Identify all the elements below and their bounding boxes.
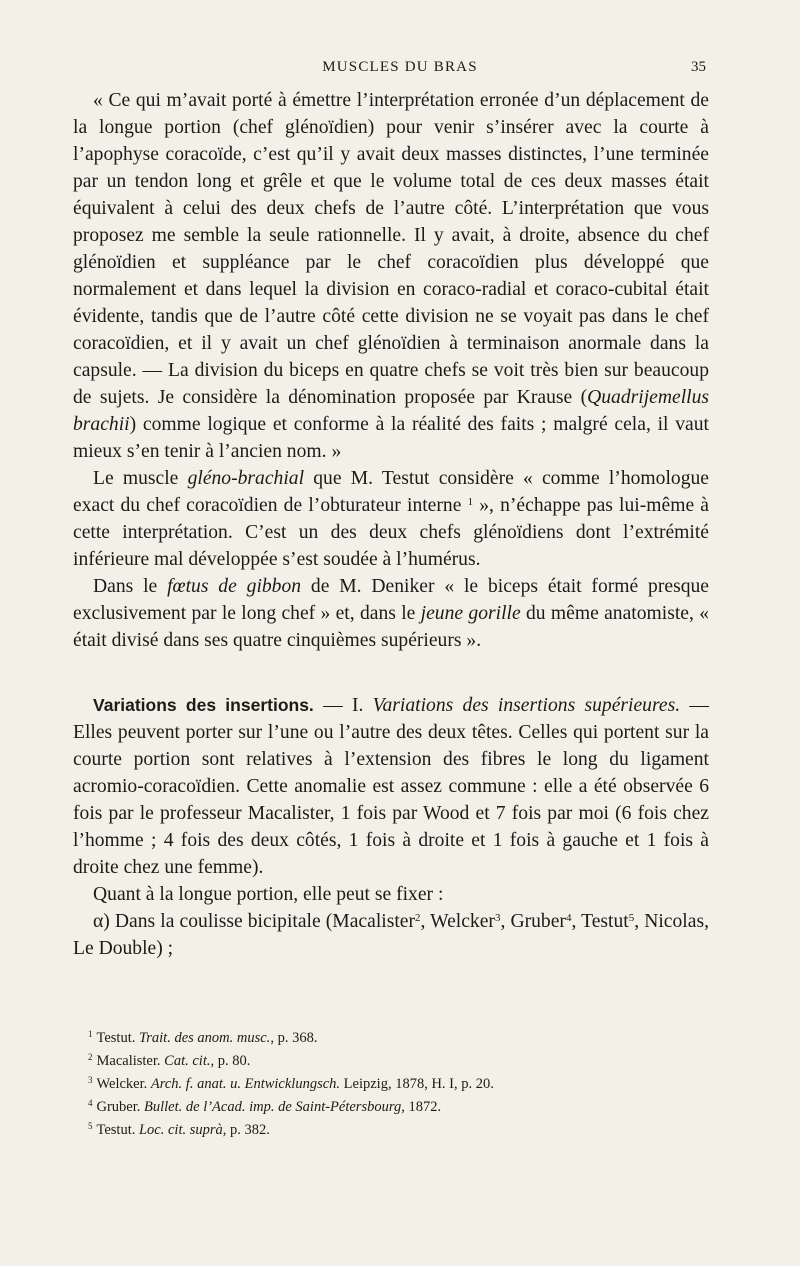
italic-term: Variations des insertions supérieures. [372,695,681,716]
footnote [88,1050,708,1073]
footnote-ref: 1 [467,496,474,508]
text-run: Quant à la longue portion, elle peut se fixer : [93,884,444,905]
text-run: ) comme logique et conforme à la réalité des faits ; malgré cela, il vaut mieux s’en tenir à l’ancien nom. » [73,414,709,462]
running-head [0,57,800,81]
footnote [88,1027,708,1050]
footnote-rest: , p. 368. [270,1030,318,1046]
italic-term: fœtus de gibbon [167,576,302,597]
footnote-rest: , p. 80. [210,1053,251,1069]
footnote [88,1096,708,1119]
paragraph-variations [73,692,709,881]
text-run: « Ce qui m’avait porté à émettre l’interprétation erronée d’un déplacement de la longue portion (chef glénoïdien) pour venir s’insérer avec la courte à l’apophyse coracoïde, c’est qu’il y avait deux masses distinctes, l’une terminée par un tendon long et grêle et que le volume total de ces deux masses était équivalent à celui des deux chefs de l’autre côté. L’interprétation que vous proposez me semble la seule rationnelle. Il y avait, à droite, absence du chef glénoïdien et suppléance par le chef coracoïdien plus développé que normalement et dans lequel la division en coraco-radial et coraco-cubital était évidente, tandis que de l’autre côté cette division ne se voyait pas dans le chef coracoïdien, et il y avait un chef glénoïdien à terminaison anormale dans la capsule. — La division du biceps en quatre chefs se voit très bien sur beaucoup de sujets. Je considère la dénomination proposée par Krause ( [73,90,709,408]
paragraph-longue-portion [73,881,709,908]
footnote-ref: 3 [494,912,501,924]
text-run: de M. Deniker « le biceps était formé presque exclusivement par le long chef » et, dans le [73,576,709,624]
paragraph-gleno-brachial [73,465,709,573]
paragraph-item-alpha [73,908,709,962]
footnote-number: 3 [88,1075,93,1085]
footnote-rest: , 1872. [401,1099,442,1115]
footnote-title: Bullet. de l’Acad. imp. de Saint-Pétersbourg [144,1099,402,1115]
paragraph-deniker [73,573,709,654]
italic-term: gléno-brachial [187,468,305,489]
footnotes [88,1027,708,1142]
text-run: , Nicolas, Le Double) ; [73,911,709,959]
text-run: que M. Testut considère « comme l’homologue exact du chef coracoïdien de l’obturateur interne [73,468,709,516]
footnote [88,1119,708,1142]
body-text [73,87,709,962]
footnote-ref: 4 [565,912,572,924]
text-run: — Elles peuvent porter sur l’une ou l’autre des deux têtes. Celles qui portent sur la courte portion sont relatives à l’extension des fibres le long du ligament acromio-coracoïdien. Cette anomalie est assez commune : elle a été observée 6 fois par le professeur Macalister, 1 fois par Wood et 7 fois par moi (6 fois chez l’homme ; 4 fois des deux côtés, 1 fois à droite et 1 fois à gauche et 1 fois à droite chez une femme). [73,695,709,878]
footnote-number: 5 [88,1121,93,1131]
paragraph-quote [73,87,709,465]
text-run: Le muscle [93,468,188,489]
footnote-title: Loc. cit. suprà [138,1122,223,1138]
footnote-title: Trait. des anom. musc. [138,1030,271,1046]
running-title: MUSCLES DU BRAS [322,59,478,75]
text-run: du même anatomiste, « était divisé dans ses quatre cinquièmes supérieurs ». [73,603,710,651]
text-run: Dans le [93,576,168,597]
footnote-number: 2 [88,1052,93,1062]
footnote-author: Gruber. [96,1099,145,1115]
text-run: — I. [313,695,373,716]
footnote-ref: 2 [415,912,421,924]
footnote-author: Testut. [96,1030,139,1046]
page-number: 35 [691,59,706,75]
footnote-ref: 5 [628,912,635,924]
footnote-number: 4 [88,1098,93,1108]
italic-term: Quadrijemellus brachii [73,387,709,435]
footnote-author: Welcker. [96,1076,151,1092]
text-run: α) Dans la coulisse bicipitale (Macalister [93,911,415,932]
text-run: », n’échappe pas lui-même à cette interprétation. C’est un des deux chefs glénoïdiens dont l’extrémité inférieure mal développée s’est soudée à l’humérus. [73,495,709,570]
section-heading: Variations des insertions. [93,695,314,715]
text-run: , Gruber [500,911,566,932]
footnote-rest: , p. 382. [222,1122,270,1138]
footnote-rest: Leipzig, 1878, H. I, p. 20. [340,1076,494,1092]
footnote [88,1073,708,1096]
footnote-author: Macalister. [96,1053,165,1069]
footnote-number: 1 [88,1029,93,1039]
footnote-title: Arch. f. anat. u. Entwicklungsch. [150,1076,341,1092]
text-run: , Welcker [420,911,495,932]
footnote-title: Cat. cit. [164,1053,211,1069]
italic-term: jeune gorille [420,603,521,624]
text-run: , Testut [571,911,629,932]
footnote-author: Testut. [96,1122,139,1138]
